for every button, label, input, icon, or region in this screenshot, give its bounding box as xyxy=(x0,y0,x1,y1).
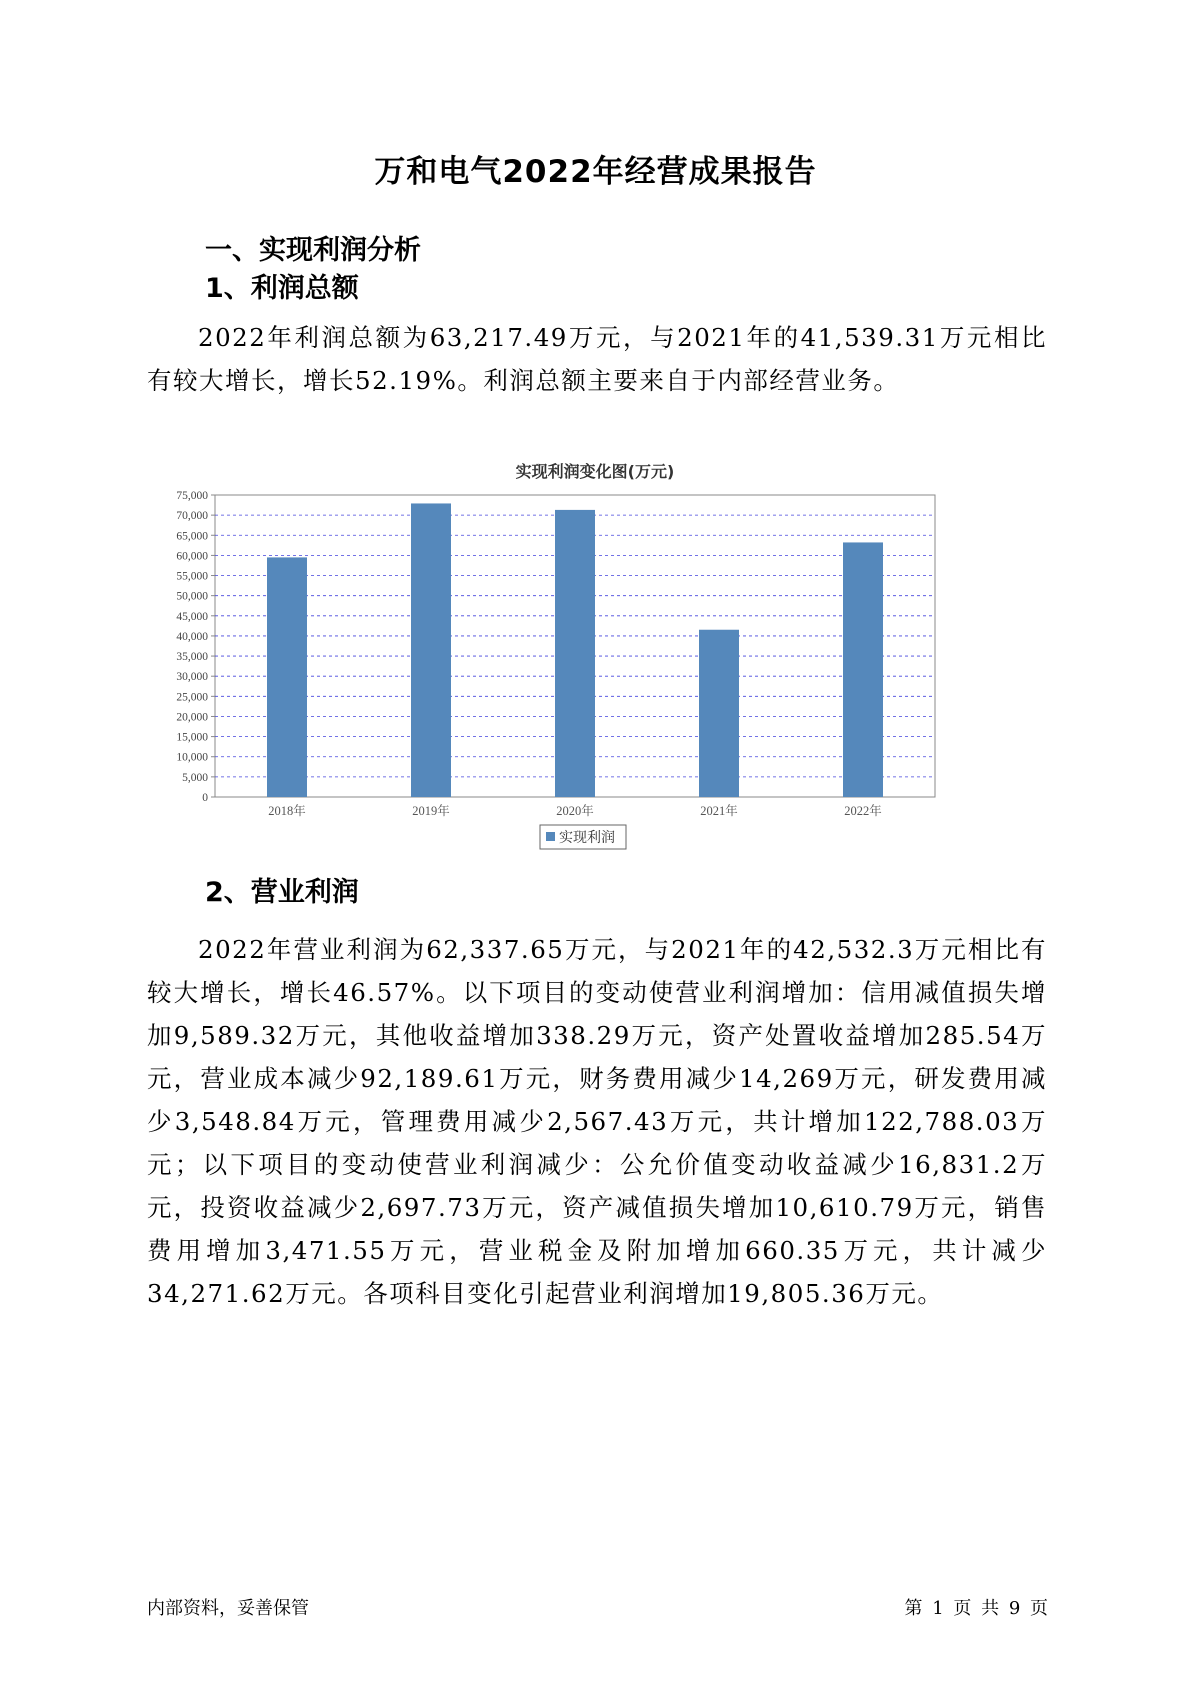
footer-confidential-note: 内部资料，妥善保管 xyxy=(147,1598,309,1619)
y-tick-label: 65,000 xyxy=(176,530,208,543)
y-tick-label: 25,000 xyxy=(176,691,208,704)
y-tick-label: 20,000 xyxy=(176,711,208,724)
y-tick-label: 5,000 xyxy=(182,771,208,784)
chart-title: 实现利润变化图(万元) xyxy=(515,462,675,481)
legend-label: 实现利润 xyxy=(559,831,615,846)
total-profit-paragraph: 2022年利润总额为63,217.49万元，与2021年的41,539.31万元相比有较大增长，增长52.19%。利润总额主要来自于内部经营业务。 xyxy=(147,323,1047,395)
legend-swatch xyxy=(546,832,555,841)
operating-profit-paragraph: 2022年营业利润为62,337.65万元，与2021年的42,532.3万元相比有较大增长，增长46.57%。以下项目的变动使营业利润增加：信用减值损失增加9,589.32万元，其他收益增加338.29万元，资产处置收益增加285.54万元，营业成本减少92,189.61万元，财务费用减少14,269万元，研发费用减少3,548.84万元，管理费用减少2,567.43万元，共计增加122,788.03万元；以下项目的变动使营业利润减少：公允价值变动收益减少16,831.2万元，投资收益减少2,697.73万元，资产减值损失增加10,610.79万元，销售费用增加3,471.55万元，营业税金及附加增加660.35万元，共计减少34,271.62万元。各项科目变化引起营业利润增加19,805.36万元。 xyxy=(147,935,1047,1308)
section-heading-profit-analysis: 一、实现利润分析 xyxy=(205,235,421,266)
report-title: 万和电气2022年经营成果报告 xyxy=(374,154,817,190)
bar-2018年 xyxy=(267,557,307,797)
y-tick-label: 0 xyxy=(202,792,208,804)
y-tick-label: 15,000 xyxy=(176,731,208,744)
subsection-heading-operating-profit: 2、营业利润 xyxy=(205,877,359,908)
y-tick-label: 30,000 xyxy=(176,671,208,684)
bar-2021年 xyxy=(699,630,739,797)
y-tick-label: 45,000 xyxy=(176,610,208,623)
profit-chart xyxy=(160,455,1030,915)
chart-canvas xyxy=(160,485,1030,915)
y-tick-label: 40,000 xyxy=(176,630,208,643)
y-tick-label: 35,000 xyxy=(176,651,208,664)
x-tick-label: 2021年 xyxy=(700,804,738,818)
y-tick-label: 50,000 xyxy=(176,590,208,603)
y-tick-label: 10,000 xyxy=(176,751,208,764)
x-tick-label: 2022年 xyxy=(844,804,882,818)
x-tick-label: 2018年 xyxy=(268,804,306,818)
bar-2022年 xyxy=(843,542,883,797)
footer-page-number: 第 1 页 共 9 页 xyxy=(904,1598,1048,1619)
subsection-heading-total-profit: 1、利润总额 xyxy=(205,273,359,304)
bar-2020年 xyxy=(555,510,595,797)
x-tick-label: 2020年 xyxy=(556,804,594,818)
y-tick-label: 75,000 xyxy=(176,490,208,502)
x-tick-label: 2019年 xyxy=(412,804,450,818)
bar-2019年 xyxy=(411,503,451,797)
y-tick-label: 60,000 xyxy=(176,550,208,563)
y-tick-label: 70,000 xyxy=(176,510,208,523)
y-tick-label: 55,000 xyxy=(176,570,208,583)
